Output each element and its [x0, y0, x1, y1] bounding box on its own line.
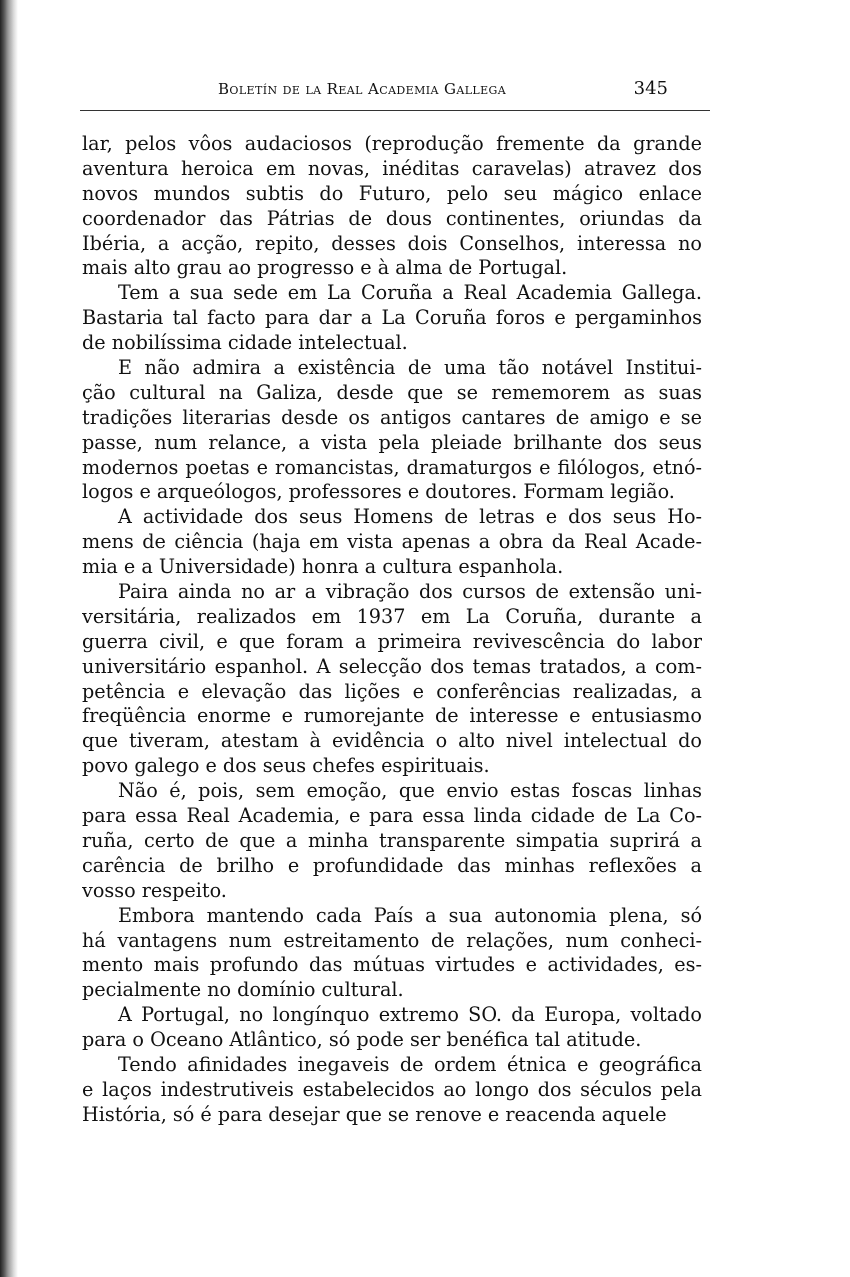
text-line: para essa Real Academia, e para essa linda cidade de La Co-: [82, 804, 702, 828]
paragraph: [82, 281, 702, 356]
text-line: vosso respeito.: [82, 878, 227, 902]
text-line: E não admira a existência de uma tão notável Institui-: [118, 356, 702, 380]
text-line: Não é, pois, sem emoção, que envio estas foscas linhas: [118, 779, 702, 803]
text-line: povo galego e dos seus chefes espirituais.: [82, 754, 490, 778]
text-line: que tiveram, atestam à evidência o alto nivel intelectual do: [82, 729, 702, 753]
text-line: de nobilíssima cidade intelectual.: [82, 331, 408, 355]
text-line: Tem a sua sede em La Coruña a Real Academia Gallega.: [118, 281, 702, 305]
text-line: para o Oceano Atlântico, só pode ser benéfica tal atitude.: [82, 1028, 642, 1052]
text-line: Paira ainda no ar a vibração dos cursos de extensão uni-: [118, 580, 702, 604]
text-line: passe, num relance, a vista pela pleiade brilhante dos seus: [82, 430, 702, 454]
text-line: aventura heroica em novas, inéditas caravelas) atravez dos: [82, 156, 702, 180]
paragraph: [82, 1053, 702, 1128]
text-line: História, só é para desejar que se renove e reacenda aquele: [82, 1102, 667, 1126]
article-body: [82, 132, 702, 1128]
text-line: ção cultural na Galiza, desde que se rememorem as suas: [82, 380, 702, 404]
text-line: Tendo afinidades inegaveis de ordem étnica e geográfica: [118, 1052, 702, 1076]
paragraph: [82, 580, 702, 779]
text-line: coordenador das Pátrias de dous continentes, oriundas da: [82, 206, 702, 230]
running-header: [80, 74, 710, 111]
text-line: há vantagens num estreitamento de relações, num conheci-: [82, 928, 702, 952]
text-line: Bastaria tal facto para dar a La Coruña foros e pergaminhos: [82, 306, 702, 330]
text-line: Embora mantendo cada País a sua autonomia plena, só: [118, 903, 702, 927]
text-line: modernos poetas e romancistas, dramaturgos e filólogos, etnó-: [82, 455, 702, 479]
text-line: pecialmente no domínio cultural.: [82, 978, 404, 1002]
text-line: ruña, certo de que a minha transparente simpatia suprirá a: [82, 828, 702, 852]
text-line: e laços indestrutiveis estabelecidos ao longo dos séculos pela: [82, 1077, 702, 1101]
text-line: freqüência enorme e rumorejante de interesse e entusiasmo: [82, 704, 702, 728]
text-line: Ibéria, a acção, repito, desses dois Conselhos, interessa no: [82, 231, 702, 255]
text-line: petência e elevação das lições e conferências realizadas, a: [82, 679, 702, 703]
text-line: A Portugal, no longínquo extremo SO. da Europa, voltado: [118, 1003, 702, 1027]
text-line: carência de brilho e profundidade das minhas reflexões a: [82, 853, 702, 877]
paragraph: [82, 904, 702, 1004]
text-line: versitária, realizados em 1937 em La Coruña, durante a: [82, 604, 702, 628]
text-line: mento mais profundo das mútuas virtudes e actividades, es-: [82, 953, 702, 977]
text-line: tradições literarias desde os antigos cantares de amigo e se: [82, 405, 702, 429]
paragraph: [82, 505, 702, 580]
page-binding-edge: [0, 0, 18, 1277]
text-line: universitário espanhol. A selecção dos temas tratados, a com-: [82, 654, 702, 678]
paragraph: [82, 1003, 702, 1053]
text-line: lar, pelos vôos audaciosos (reprodução fremente da grande: [82, 132, 702, 155]
paragraph: [82, 356, 702, 505]
text-line: novos mundos subtis do Futuro, pelo seu mágico enlace: [82, 181, 702, 205]
paragraph: [82, 779, 702, 903]
text-line: mia e a Universidade) honra a cultura espanhola.: [82, 555, 564, 579]
text-line: mais alto grau ao progresso e à alma de Portugal.: [82, 256, 568, 280]
text-line: mens de ciência (haja em vista apenas a obra da Real Acade-: [82, 530, 702, 554]
text-line: A actividade dos seus Homens de letras e dos seus Ho-: [118, 505, 702, 529]
text-line: logos e arqueólogos, professores e doutores. Formam legião.: [82, 480, 675, 504]
journal-title: Boletín de la Real Academia Gallega: [218, 80, 507, 98]
paragraph: [82, 132, 702, 281]
text-line: guerra civil, e que foram a primeira revivescência do labor: [82, 629, 702, 653]
page-number: 345: [633, 78, 668, 99]
